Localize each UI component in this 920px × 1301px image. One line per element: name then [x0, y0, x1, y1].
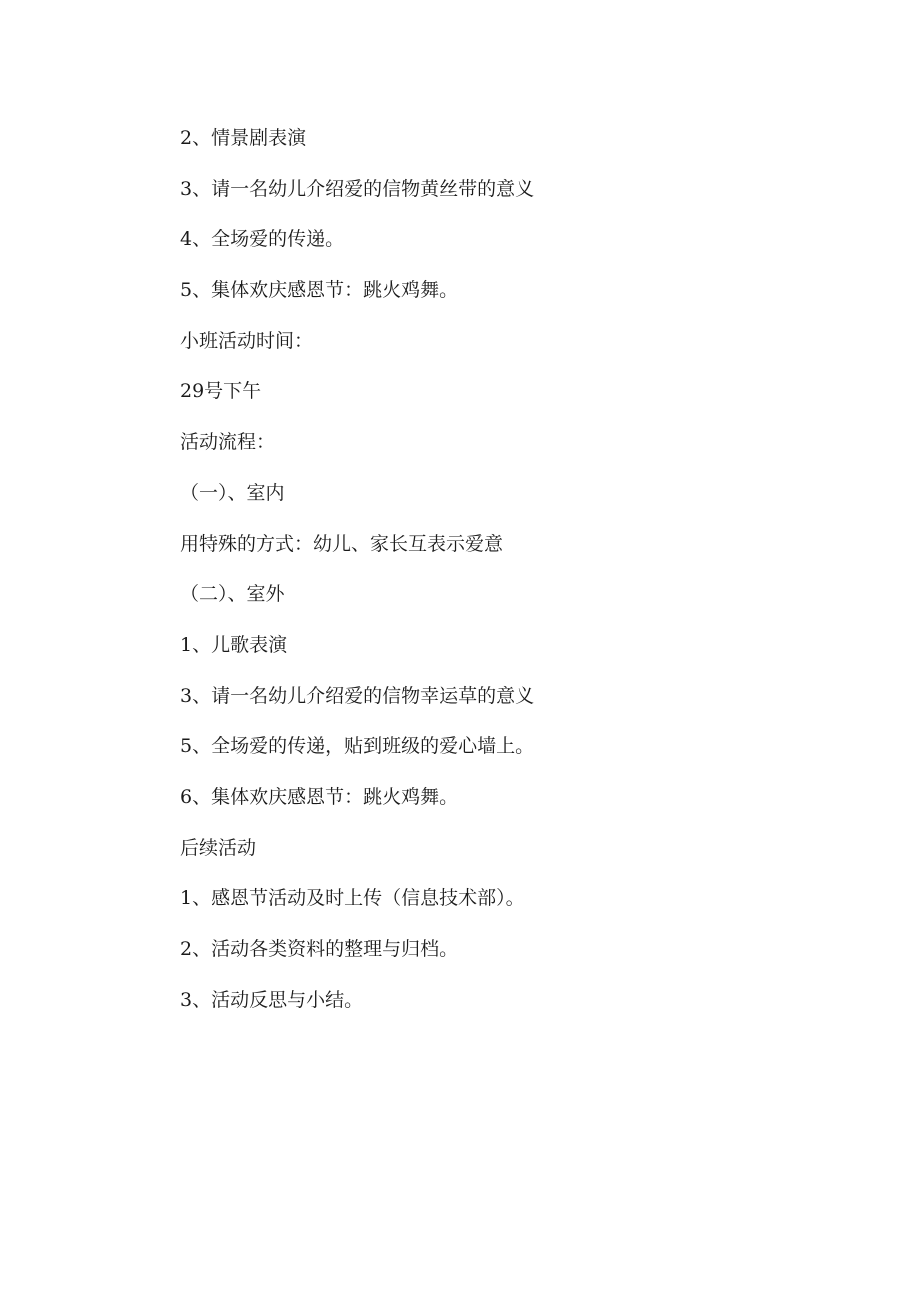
text-line: 1、感恩节活动及时上传（信息技术部）。: [180, 887, 525, 910]
section-heading: 活动流程：: [180, 431, 276, 454]
text-line: 2、情景剧表演: [180, 127, 307, 149]
section-heading: 后续活动: [180, 836, 257, 859]
text-line: 用特殊的方式：幼儿、家长互表示爱意: [180, 532, 504, 555]
text-line: 6、集体欢庆感恩节：跳火鸡舞。: [180, 785, 459, 808]
text-line: 3、活动反思与小结。: [180, 988, 364, 1011]
text-line: 3、请一名幼儿介绍爱的信物黄丝带的意义: [180, 177, 535, 200]
subsection-heading: （一）、室内: [180, 481, 285, 504]
text-line: 3、请一名幼儿介绍爱的信物幸运草的意义: [180, 684, 535, 707]
text-line: 5、集体欢庆感恩节：跳火鸡舞。: [180, 279, 459, 302]
text-line: 29号下午: [180, 380, 262, 403]
text-line: 4、全场爱的传递。: [180, 228, 345, 251]
text-line: 2、活动各类资料的整理与归档。: [180, 938, 459, 960]
text-line: 5、全场爱的传递，贴到班级的爱心墙上。: [180, 735, 535, 758]
subsection-heading: （二）、室外: [180, 583, 285, 606]
document-body: [180, 121, 860, 1033]
text-line: 1、儿歌表演: [180, 633, 288, 656]
section-heading: 小班活动时间：: [180, 329, 314, 352]
